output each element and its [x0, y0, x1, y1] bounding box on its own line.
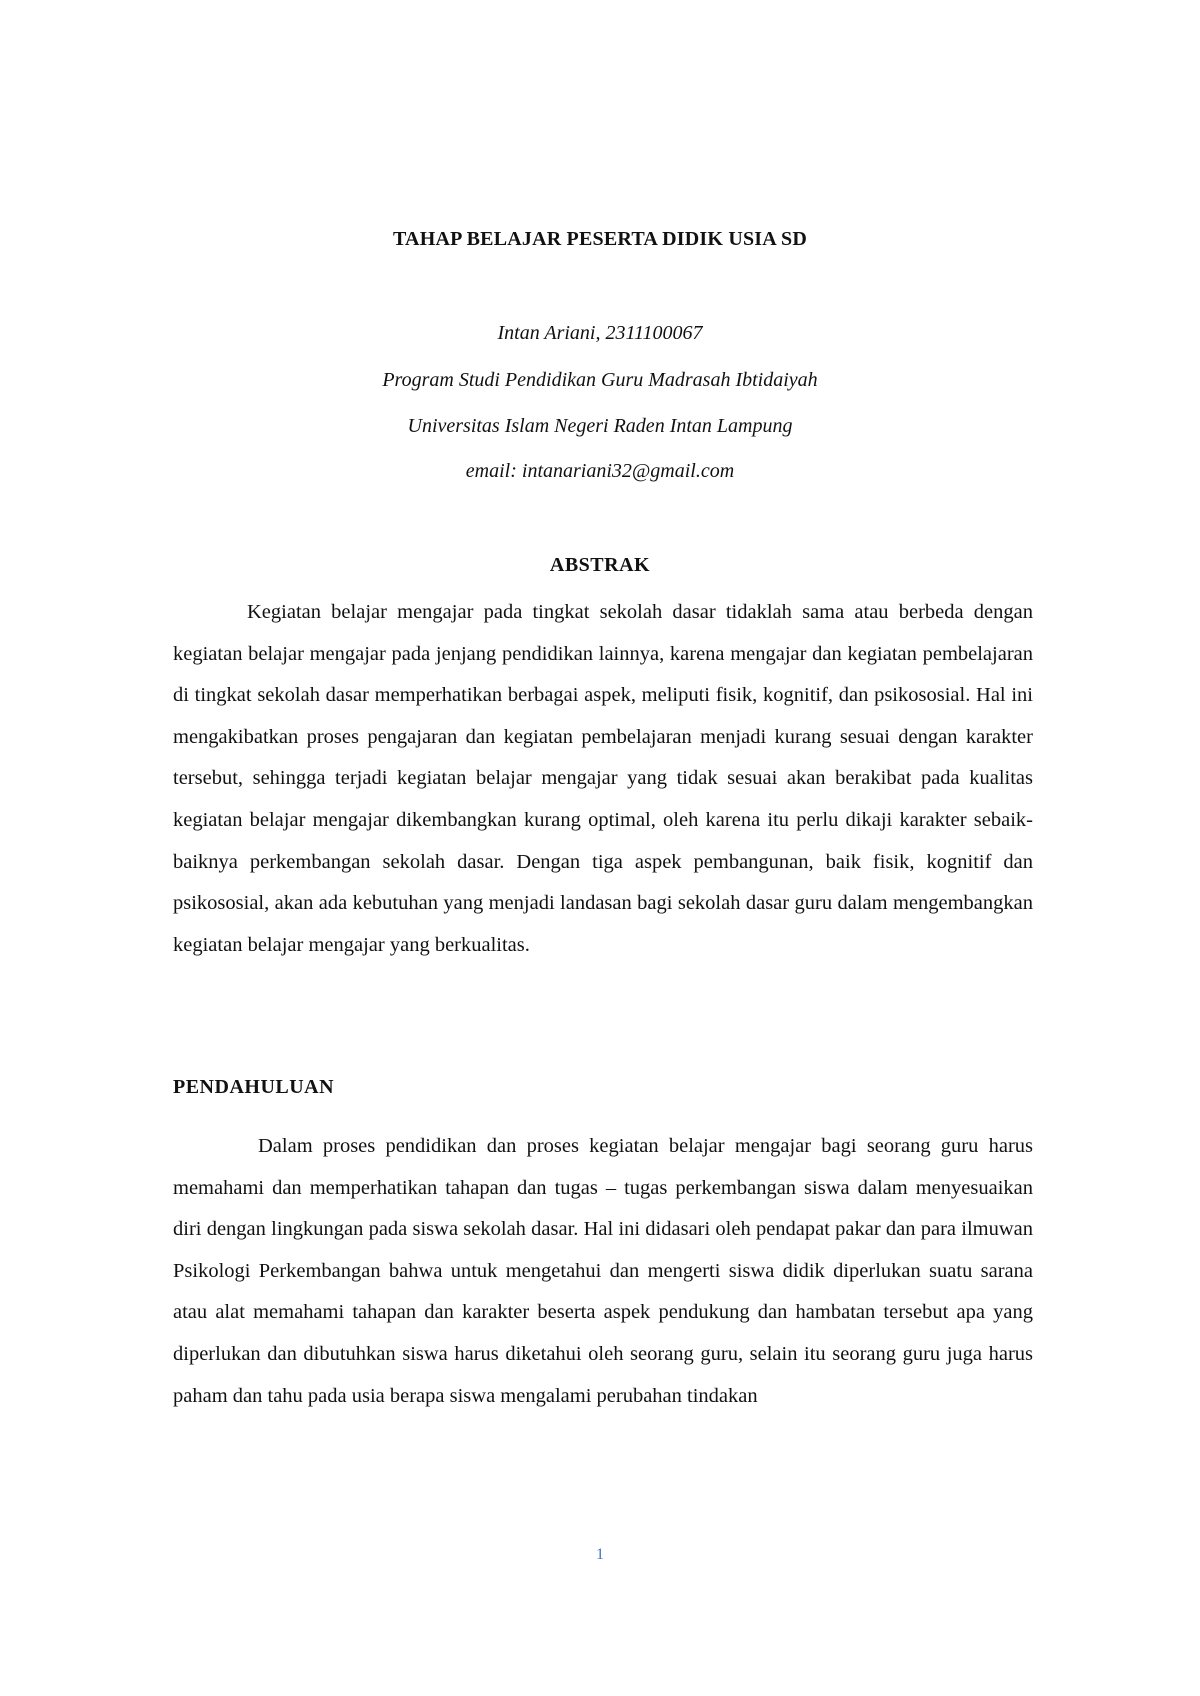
introduction-paragraph: Dalam proses pendidikan dan proses kegiatan belajar mengajar bagi seorang guru harus memahami dan memperhatikan tahapan dan tugas – tugas perkembangan siswa dalam menyesuaikan diri dengan lingkungan pada siswa sekolah dasar. Hal ini didasari oleh pendapat pakar dan para ilmuwan Psikologi Perkembangan bahwa untuk mengetahui dan mengerti siswa didik diperlukan suatu sarana atau alat memahami tahapan dan karakter beserta aspek pendukung dan hambatan tersebut apa yang diperlukan dan dibutuhkan siswa harus diketahui oleh seorang guru, selain itu seorang guru juga harus paham dan tahu pada usia berapa siswa mengalami perubahan tindakan — [173, 1135, 1033, 1407]
abstract-heading: ABSTRAK — [549, 554, 651, 576]
introduction-heading: PENDAHULUAN — [173, 1076, 335, 1098]
paper-title: TAHAP BELAJAR PESERTA DIDIK USIA SD — [393, 228, 807, 250]
program-line: Program Studi Pendidikan Guru Madrasah Ibtidaiyah — [382, 369, 818, 391]
university-line: Universitas Islam Negeri Raden Intan Lampung — [407, 415, 793, 437]
page-number: 1 — [596, 1546, 604, 1563]
author-line: Intan Ariani, 2311100067 — [497, 322, 703, 344]
email-line: email: intanariani32@gmail.com — [465, 460, 735, 482]
abstract-paragraph: Kegiatan belajar mengajar pada tingkat sekolah dasar tidaklah sama atau berbeda dengan kegiatan belajar mengajar pada jenjang pendidikan lainnya, karena mengajar dan kegiatan pembelajaran di tingkat sekolah dasar memperhatikan berbagai aspek, meliputi fisik, kognitif, dan psikososial. Hal ini mengakibatkan proses pengajaran dan kegiatan pembelajaran menjadi kurang sesuai dengan karakter tersebut, sehingga terjadi kegiatan belajar mengajar yang tidak sesuai akan berakibat pada kualitas kegiatan belajar mengajar dikembangkan kurang optimal, oleh karena itu perlu dikaji karakter sebaik-baiknya perkembangan sekolah dasar. Dengan tiga aspek pembangunan, baik fisik, kognitif dan psikososial, akan ada kebutuhan yang menjadi landasan bagi sekolah dasar guru dalam mengembangkan kegiatan belajar mengajar yang berkualitas. — [173, 601, 1033, 956]
